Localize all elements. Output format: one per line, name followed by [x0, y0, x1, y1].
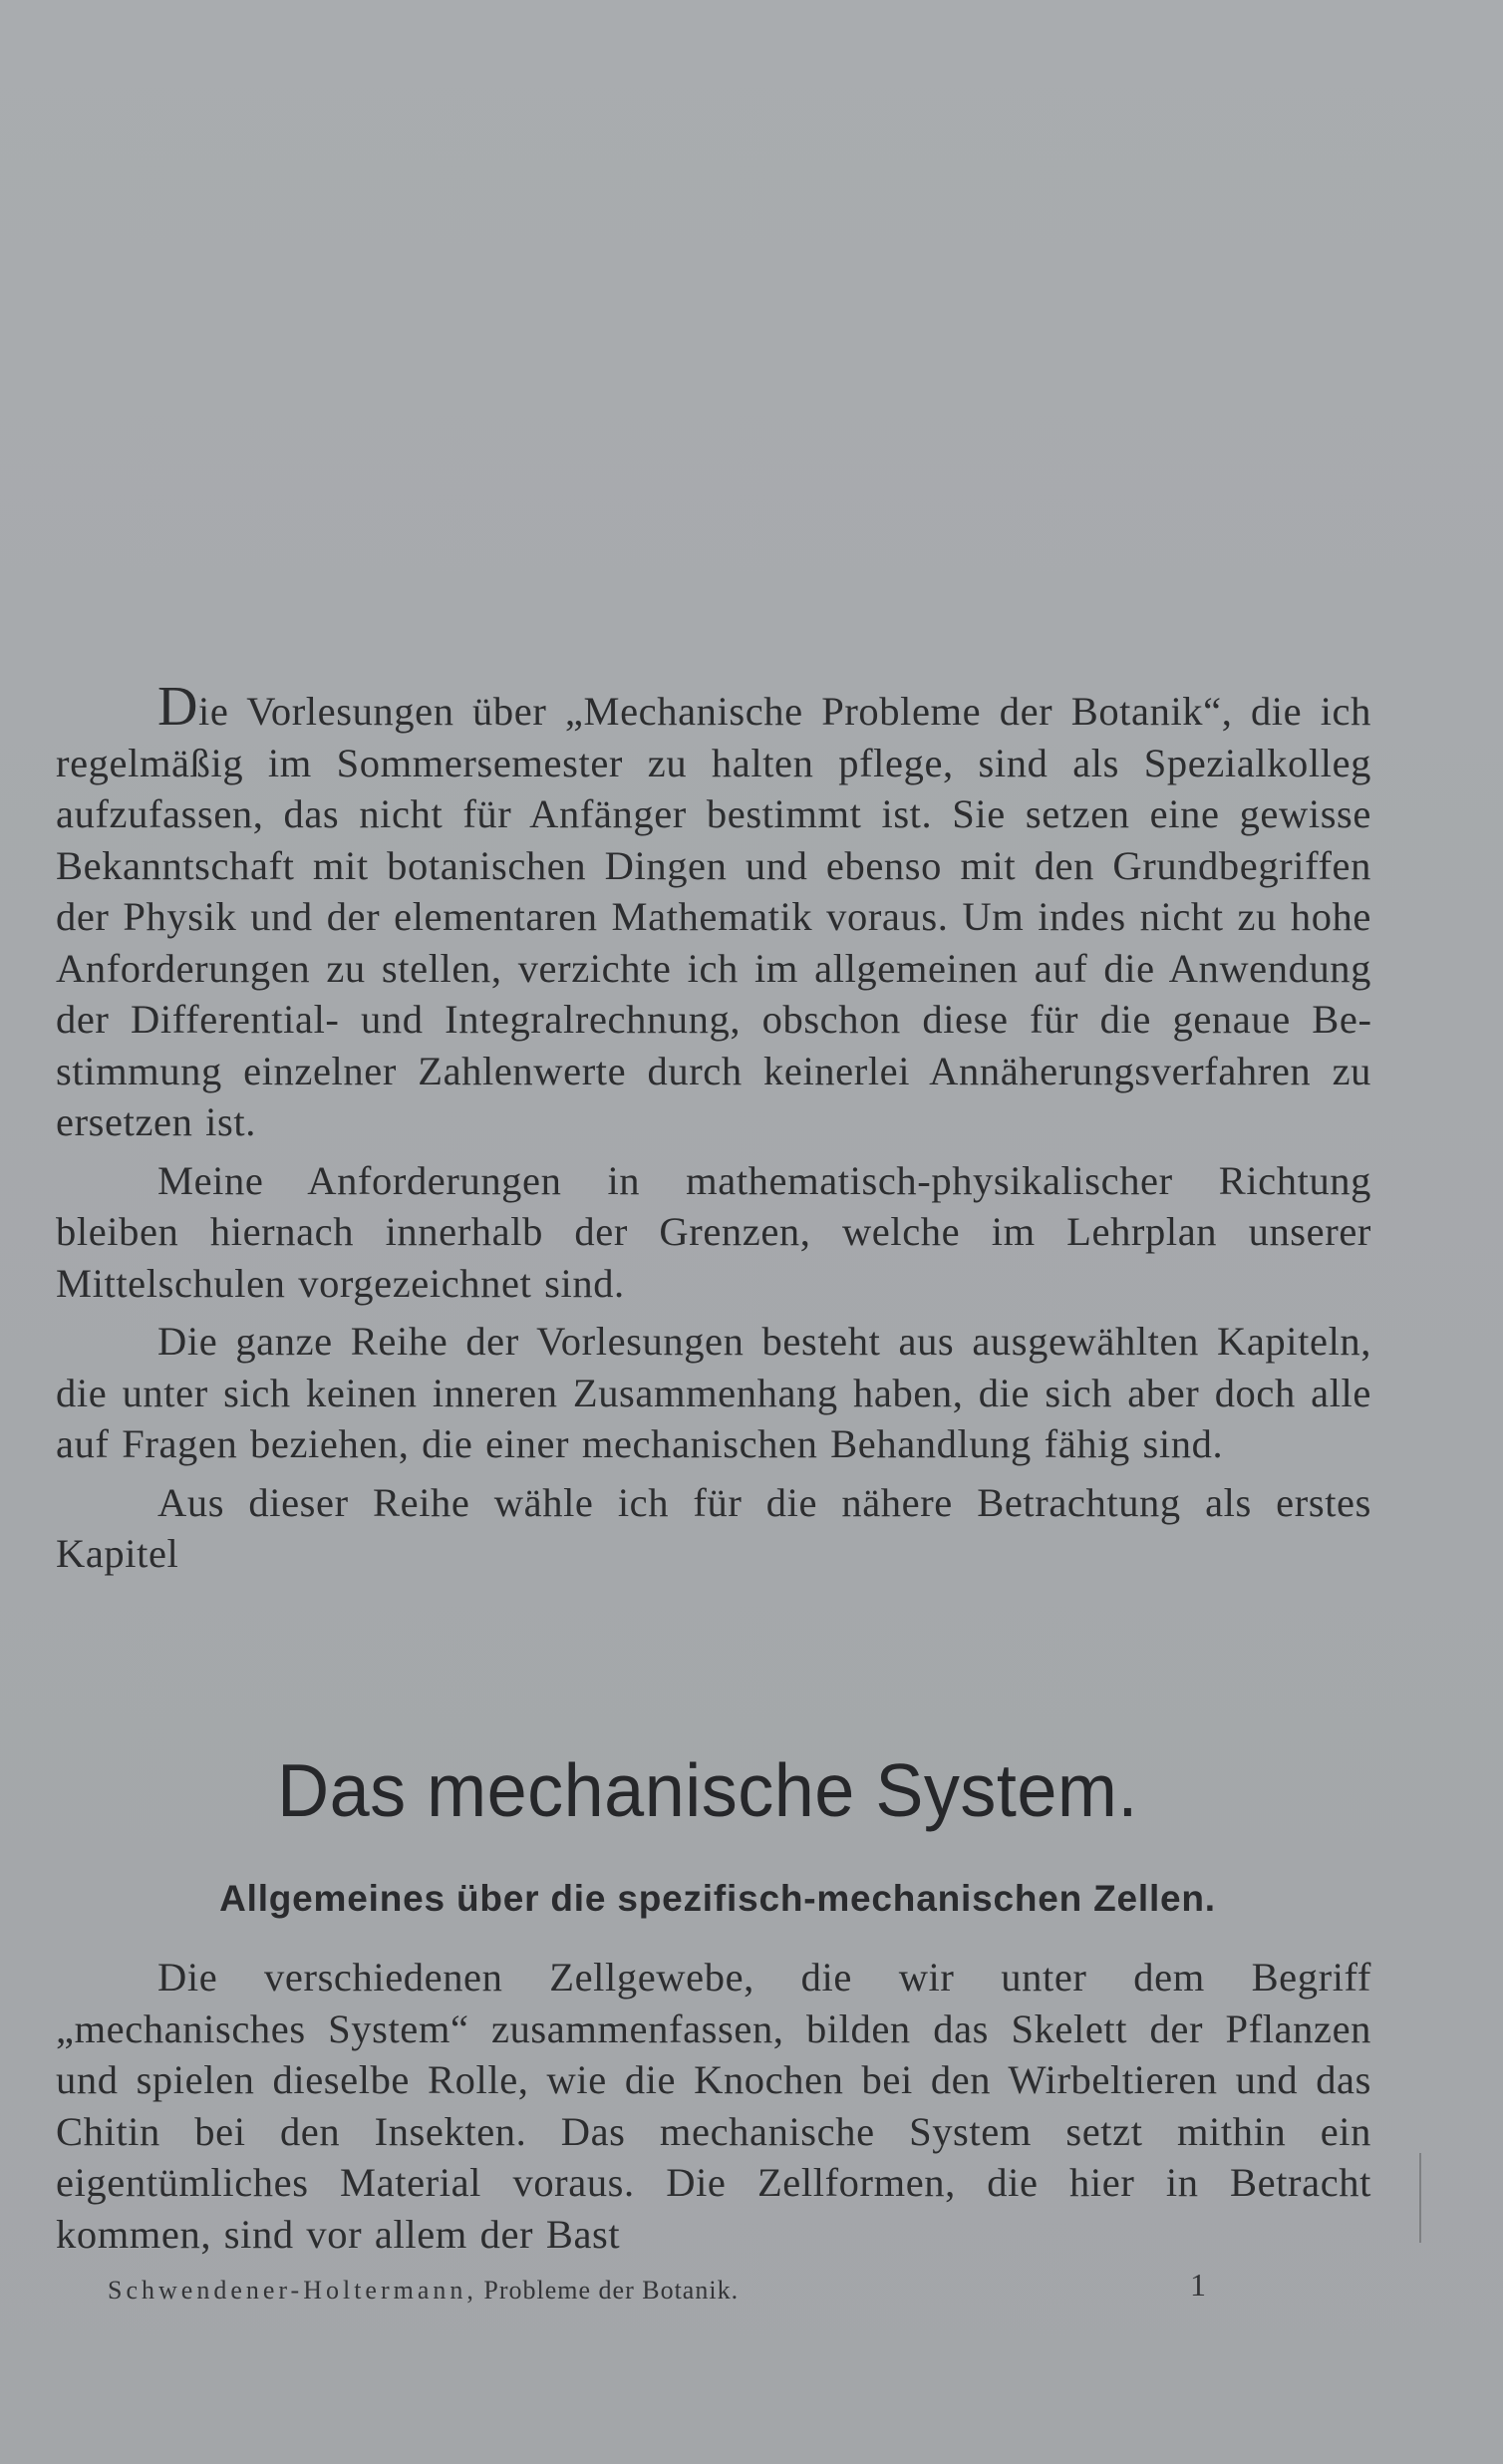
intro-paragraph-2: Meine Anforderungen in mathematisch-physikalischer Richtung bleiben hiernach innerhalb der Grenzen, welche im Lehrplan unserer Mittelschulen vorgezeichnet sind. [56, 1157, 1371, 1306]
page-number: 1 [1190, 2267, 1206, 2303]
margin-mark [1419, 2153, 1421, 2243]
section-paragraph-1: Die verschiedenen Zellgewebe, die wir unter dem Begriff „mechanisches System“ zusammenfassen, bilden das Skelett der Pflanzen und spielen dieselbe Rolle, wie die Knochen bei den Wirbeltieren und das Chitin bei den Insekten. Das mechanische System setzt mithin ein eigentümliches Material voraus. Die Zellformen, die hier in Betracht kommen, sind vor allem der Bast [56, 1955, 1371, 2257]
intro-paragraph-1-text: ie Vorlesungen über „Mechanische Probleme der Botanik“, die ich regelmäßig im Sommersemester zu halten pflege, sind als Spezialkolleg aufzufassen, das nicht für Anfänger bestimmt ist. Sie setzen eine gewisse Bekanntschaft mit botanischen Dingen und ebenso mit den Grundbegriffen der Physik und der elementaren Mathematik voraus. Um indes nicht zu hohe Anforderungen zu stellen, verzichte ich im allgemeinen auf die Anwendung der Differential- und Integralrechnung, obschon diese für die genaue Bestimmung einzelner Zahlenwerte durch keinerlei Annäherungsverfahren zu ersetzen ist. [56, 689, 1371, 1144]
page-footer [108, 2271, 1224, 2310]
intro-paragraph-4: Aus dieser Reihe wähle ich für die nähere Betrachtung als erstes Kapitel [56, 1479, 1371, 1576]
drop-cap: D [157, 676, 199, 738]
intro-paragraph-1 [56, 676, 1371, 1148]
section-title: Allgemeines über die spezifisch-mechanischen Zellen. [219, 1878, 1216, 1919]
footer-book-title: Probleme der Botanik. [483, 2276, 740, 2305]
intro-text [56, 676, 1371, 1587]
chapter-title: Das mechanische System. [277, 1749, 1138, 1833]
footer-author: Schwendener-Holtermann, [108, 2276, 477, 2305]
intro-paragraph-3: Die ganze Reihe der Vorlesungen besteht aus ausgewählten Kapiteln, die unter sich keinen inneren Zusammenhang haben, die sich aber doch alle auf Fragen beziehen, die einer mechanischen Behandlung fähig sind. [56, 1319, 1371, 1466]
section-body-text [56, 1952, 1371, 2267]
